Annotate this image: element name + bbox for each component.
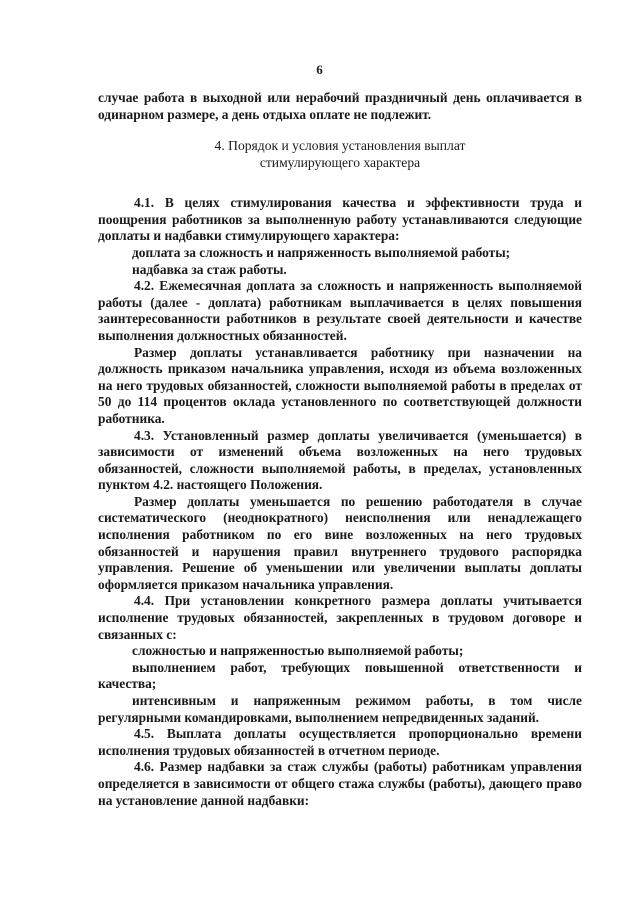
intro-paragraph: случае работа в выходной или нерабочий праздничный день оплачивается в одинарном размере, а день отдыха оплате не подлежит. [98, 90, 582, 122]
list-item: выполнением работ, требующих повышенной ответственности и качества; [98, 659, 582, 692]
paragraph-doplata-decrease: Размер доплаты уменьшается по решению работодателя в случае систематического (неоднократного) неисполнения или ненадлежащего исполнения работником по его вине возложенных на него трудовых обязанностей и нарушения правил внутреннего трудового распорядка управления. Решение об уменьшении или увеличении выплаты доплаты оформляется приказом начальника управления. [98, 493, 582, 592]
list-item: сложностью и напряженностью выполняемой работы; [132, 643, 464, 659]
paragraph-doplata-size: Размер доплаты устанавливается работнику при назначении на должность приказом начальника управления, исходя из объема возложенных на него трудовых обязанностей, сложности выполняемой работы в пределах от 50 до 114 процентов оклада установленного по соответствующей должности работника. [98, 344, 582, 426]
paragraph-4-4: 4.4. При установлении конкретного размера доплаты учитывается исполнение трудовых обязанностей, закрепленных в трудовом договоре и связанных с: [98, 593, 582, 642]
document-body [98, 90, 582, 809]
list-item: интенсивным и напряженным режимом работы, в том числе регулярными командировками, выполнением непредвиденных заданий. [98, 693, 582, 725]
paragraph-4-5: 4.5. Выплата доплаты осуществляется пропорционально времени исполнения трудовых обязанностей в отчетном периоде. [98, 726, 582, 758]
list-item: надбавка за стаж работы. [132, 261, 287, 277]
paragraph-4-2: 4.2. Ежемесячная доплата за сложность и напряженность выполняемой работы (далее - доплата) работникам выплачивается в целях повышения заинтересованности работников в результате своей деятельности и качестве выполнения должностных обязанностей. [98, 278, 582, 343]
page-number: 6 [316, 62, 323, 77]
section-heading-line-1: 4. Порядок и условия установления выплат [214, 138, 466, 154]
section-heading-line-2: стимулирующего характера [259, 155, 421, 171]
paragraph-4-6: 4.6. Размер надбавки за стаж службы (работы) работникам управления определяется в зависимости от общего стажа службы (работы), дающего право на установление данной надбавки: [98, 759, 582, 808]
paragraph-4-1: 4.1. В целях стимулирования качества и эффективности труда и поощрения работников за выполненную работу устанавливаются следующие доплаты и надбавки стимулирующего характера: [98, 195, 582, 244]
list-item: доплата за сложность и напряженность выполняемой работы; [132, 244, 511, 260]
section-heading [98, 137, 582, 171]
paragraph-4-3: 4.3. Установленный размер доплаты увеличивается (уменьшается) в зависимости от изменений объема возложенных на него трудовых обязанностей, сложности выполняемой работы, в пределах, установленных пунктом 4.2. настоящего Положения. [98, 427, 582, 493]
